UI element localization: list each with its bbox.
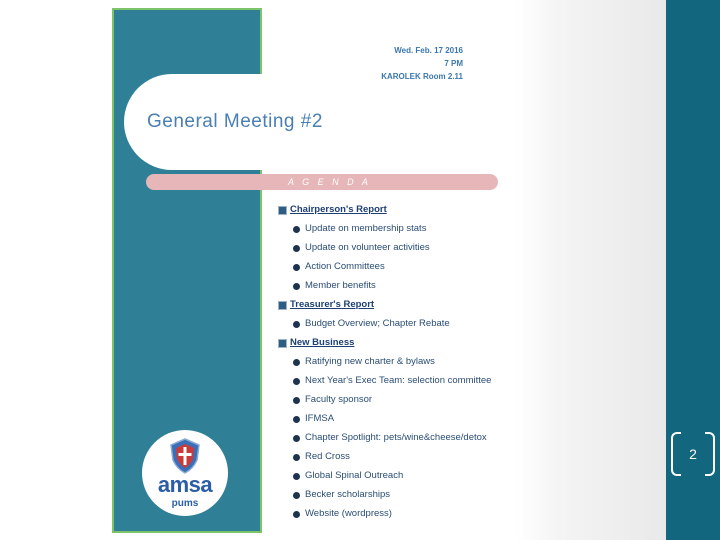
page-number-badge (671, 432, 715, 476)
bullet-icon (293, 454, 300, 461)
agenda-label: A G E N D A (288, 177, 371, 187)
list-item-text: Action Committees (305, 261, 385, 272)
bullet-icon (293, 226, 300, 233)
meeting-date: Wed. Feb. 17 2016 (394, 46, 463, 55)
bullet-icon (293, 264, 300, 271)
list-item-text: Update on volunteer activities (305, 242, 430, 253)
section-heading-text: New Business (290, 337, 355, 348)
list-item-text: Website (wordpress) (305, 508, 392, 519)
meeting-time: 7 PM (444, 59, 463, 68)
bullet-icon (293, 473, 300, 480)
list-item-text: Global Spinal Outreach (305, 470, 404, 481)
list-item-text: Red Cross (305, 451, 350, 462)
bullet-icon (293, 245, 300, 252)
list-item-text: Becker scholarships (305, 489, 391, 500)
bullet-icon (293, 321, 300, 328)
section-bullet-icon (278, 206, 287, 215)
bullet-icon (293, 492, 300, 499)
list-item-text: Faculty sponsor (305, 394, 373, 405)
bullet-icon (293, 416, 300, 423)
section-bullet-icon (278, 339, 287, 348)
logo-subtitle: pums (171, 498, 199, 509)
list-item-text: Next Year's Exec Team: selection committee (305, 375, 492, 386)
meeting-info (381, 44, 463, 83)
bullet-icon (293, 359, 300, 366)
bullet-icon (293, 283, 300, 290)
page-number: 2 (689, 446, 697, 462)
section-heading-text: Chairperson's Report (290, 204, 387, 215)
list-item-text: Budget Overview; Chapter Rebate (305, 318, 450, 329)
bullet-icon (293, 435, 300, 442)
list-item-text: Member benefits (305, 280, 376, 291)
list-item-text: IFMSA (305, 413, 335, 424)
page-title: General Meeting #2 (147, 111, 323, 132)
bullet-icon (293, 511, 300, 518)
list-item-text: Ratifying new charter & bylaws (305, 356, 435, 367)
section-heading-text: Treasurer's Report (290, 299, 375, 310)
section-bullet-icon (278, 301, 287, 310)
bullet-icon (293, 397, 300, 404)
list-item-text: Chapter Spotlight: pets/wine&cheese/detox (305, 432, 487, 443)
bullet-icon (293, 378, 300, 385)
logo-wordmark: amsa (157, 472, 213, 497)
amsa-logo (142, 430, 228, 516)
shield-icon (169, 438, 201, 474)
meeting-location: KAROLEK Room 2.11 (381, 72, 463, 81)
list-item-text: Update on membership stats (305, 223, 427, 234)
